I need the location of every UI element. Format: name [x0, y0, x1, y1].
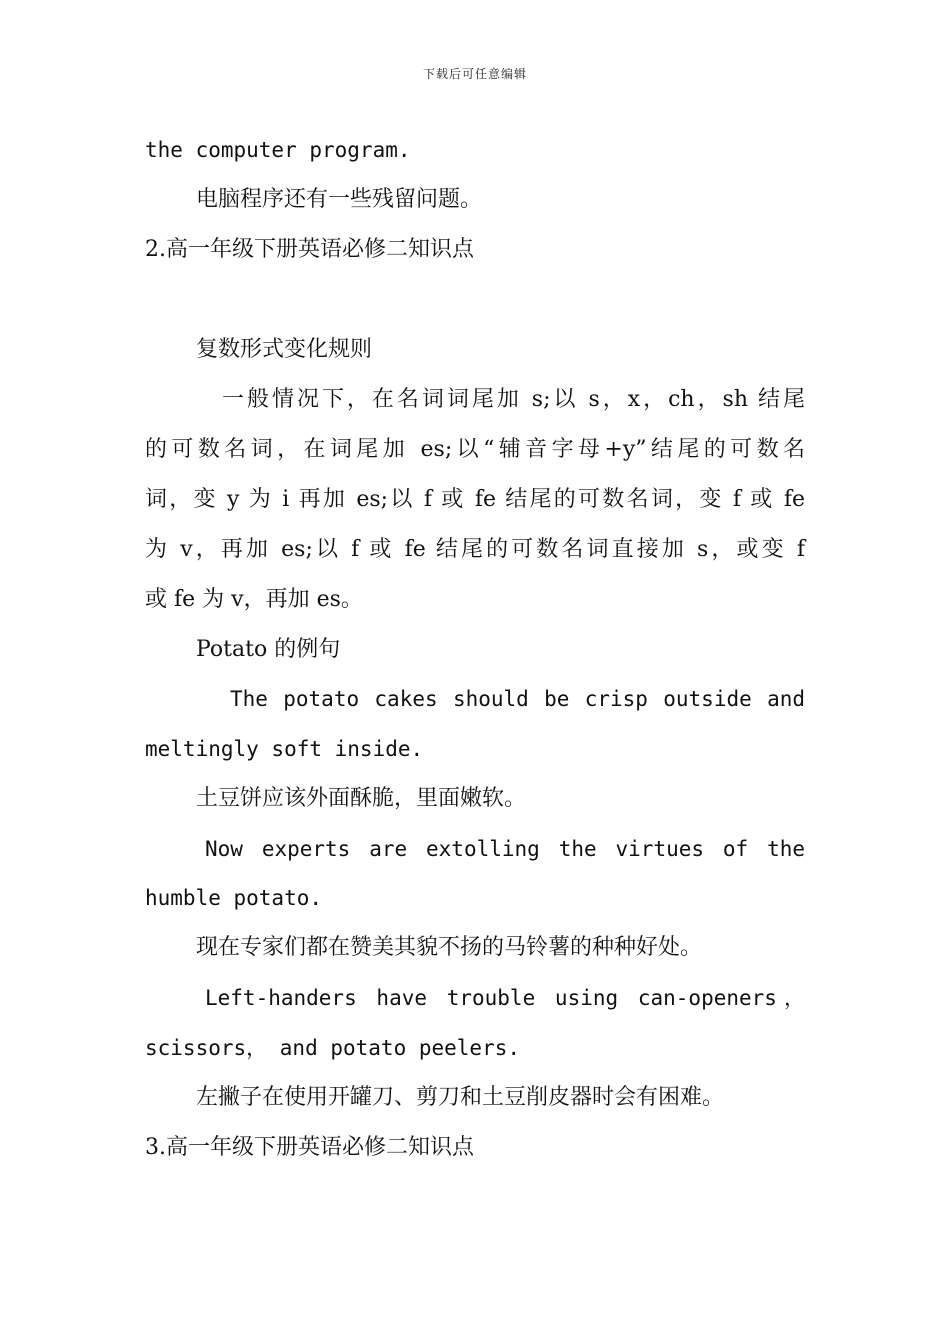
subheading: Potato 的例句 — [196, 637, 341, 662]
section-heading: 3.高一年级下册英语必修二知识点 — [145, 1135, 474, 1160]
text-line: 一般情况下，在名词词尾加 s;以 s，x，ch，sh 结尾 — [222, 387, 805, 412]
section-heading: 2.高一年级下册英语必修二知识点 — [145, 237, 474, 262]
page-header-note: 下载后可任意编辑 — [422, 67, 527, 81]
text-line: 左撇子在使用开罐刀、剪刀和土豆削皮器时会有困难。 — [196, 1085, 725, 1110]
text-line: 电脑程序还有一些残留问题。 — [196, 187, 483, 212]
text-line: meltingly soft inside. — [145, 737, 424, 761]
text-line: Left-handers have trouble using can-openers， — [205, 986, 805, 1010]
text-line: humble potato. — [145, 886, 323, 910]
text-line: 或 fe 为 v，再加 es。 — [145, 587, 363, 612]
text-line: 现在专家们都在赞美其貌不扬的马铃薯的种种好处。 — [196, 935, 703, 960]
text-line: 词，变 y 为 i 再加 es;以 f 或 fe 结尾的可数名词，变 f 或 fe — [145, 487, 805, 512]
text-line: The potato cakes should be crisp outside and — [230, 687, 805, 711]
text-line: 为 v，再加 es;以 f 或 fe 结尾的可数名词直接加 s，或变 f — [145, 537, 805, 562]
text-line: Now experts are extolling the virtues of the — [205, 837, 805, 861]
text-line: 土豆饼应该外面酥脆，里面嫩软。 — [196, 786, 527, 811]
subheading: 复数形式变化规则 — [196, 337, 373, 362]
text-line: the computer program. — [145, 138, 411, 162]
text-line: scissors， and potato peelers. — [145, 1036, 521, 1060]
text-line: 的可数名词，在词尾加 es;以“辅音字母+y”结尾的可数名 — [145, 437, 805, 462]
